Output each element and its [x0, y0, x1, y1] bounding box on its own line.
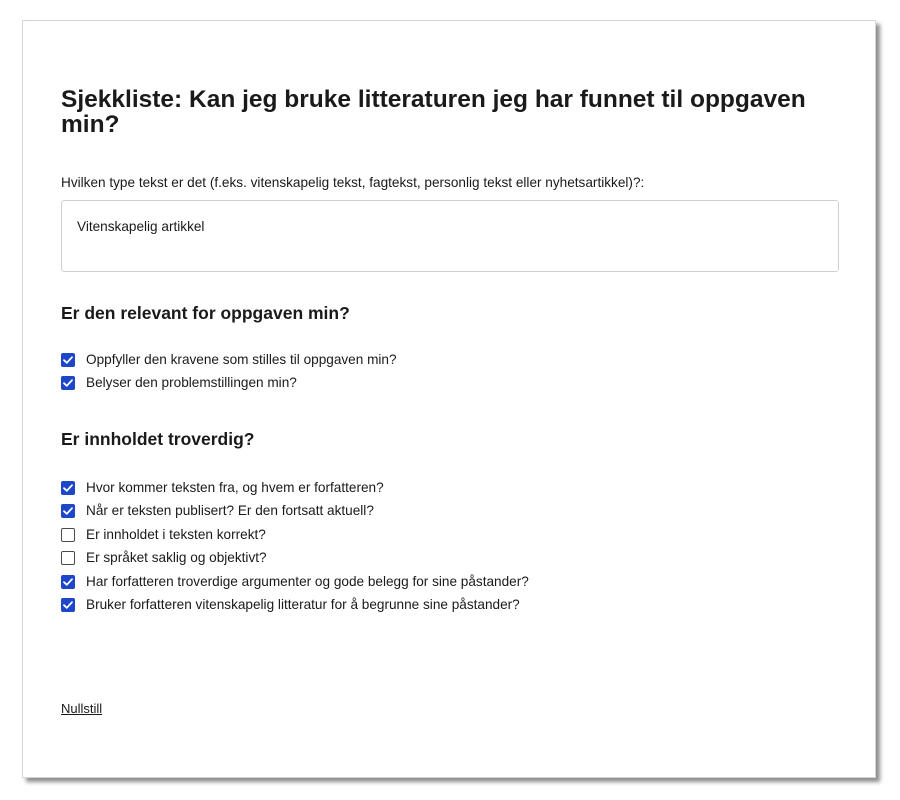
text-type-label: Hvilken type tekst er det (f.eks. vitenskapelig tekst, fagtekst, personlig tekst eller nyhetsartikkel)?:: [61, 175, 645, 190]
checkbox[interactable]: [61, 353, 75, 367]
checklist-item-label: Er språket saklig og objektivt?: [86, 550, 267, 566]
relevance-checklist: [61, 348, 397, 395]
checkmark-icon: [63, 379, 73, 387]
checkbox[interactable]: [61, 575, 75, 589]
checkmark-icon: [63, 578, 73, 586]
checklist-item[interactable]: [61, 372, 397, 396]
checkbox[interactable]: [61, 481, 75, 495]
checklist-item-label: Oppfyller den kravene som stilles til oppgaven min?: [86, 351, 397, 367]
checklist-item-label: Når er teksten publisert? Er den fortsatt aktuell?: [86, 503, 374, 519]
checklist-item[interactable]: [61, 476, 529, 500]
checklist-item[interactable]: [61, 348, 397, 372]
checkbox[interactable]: [61, 528, 75, 542]
checkmark-icon: [63, 601, 73, 609]
checkmark-icon: [63, 507, 73, 515]
checkbox[interactable]: [61, 598, 75, 612]
checklist-item[interactable]: [61, 547, 529, 571]
checkmark-icon: [63, 356, 73, 364]
checkbox[interactable]: [61, 551, 75, 565]
checklist-item[interactable]: [61, 594, 529, 618]
checklist-item-label: Hvor kommer teksten fra, og hvem er forfatteren?: [86, 479, 384, 495]
checklist-item-label: Belyser den problemstillingen min?: [86, 375, 297, 391]
checklist-item[interactable]: [61, 523, 529, 547]
checklist-item[interactable]: [61, 570, 529, 594]
checklist-item[interactable]: [61, 500, 529, 524]
checklist-item-label: Er innholdet i teksten korrekt?: [86, 526, 266, 542]
reset-link[interactable]: Nullstill: [61, 701, 103, 716]
checkmark-icon: [63, 484, 73, 492]
credibility-checklist: [61, 476, 529, 617]
checklist-item-label: Har forfatteren troverdige argumenter og gode belegg for sine påstander?: [86, 573, 529, 589]
checklist-card: [22, 20, 876, 778]
page-title: Sjekkliste: Kan jeg bruke litteraturen jeg har funnet til oppgaven min?: [61, 86, 806, 138]
text-type-textarea[interactable]: Vitenskapelig artikkel: [61, 200, 839, 272]
relevance-heading: Er den relevant for oppgaven min?: [61, 303, 350, 323]
checkbox[interactable]: [61, 376, 75, 390]
checklist-item-label: Bruker forfatteren vitenskapelig litteratur for å begrunne sine påstander?: [86, 597, 520, 613]
checkbox[interactable]: [61, 504, 75, 518]
credibility-heading: Er innholdet troverdig?: [61, 429, 255, 449]
